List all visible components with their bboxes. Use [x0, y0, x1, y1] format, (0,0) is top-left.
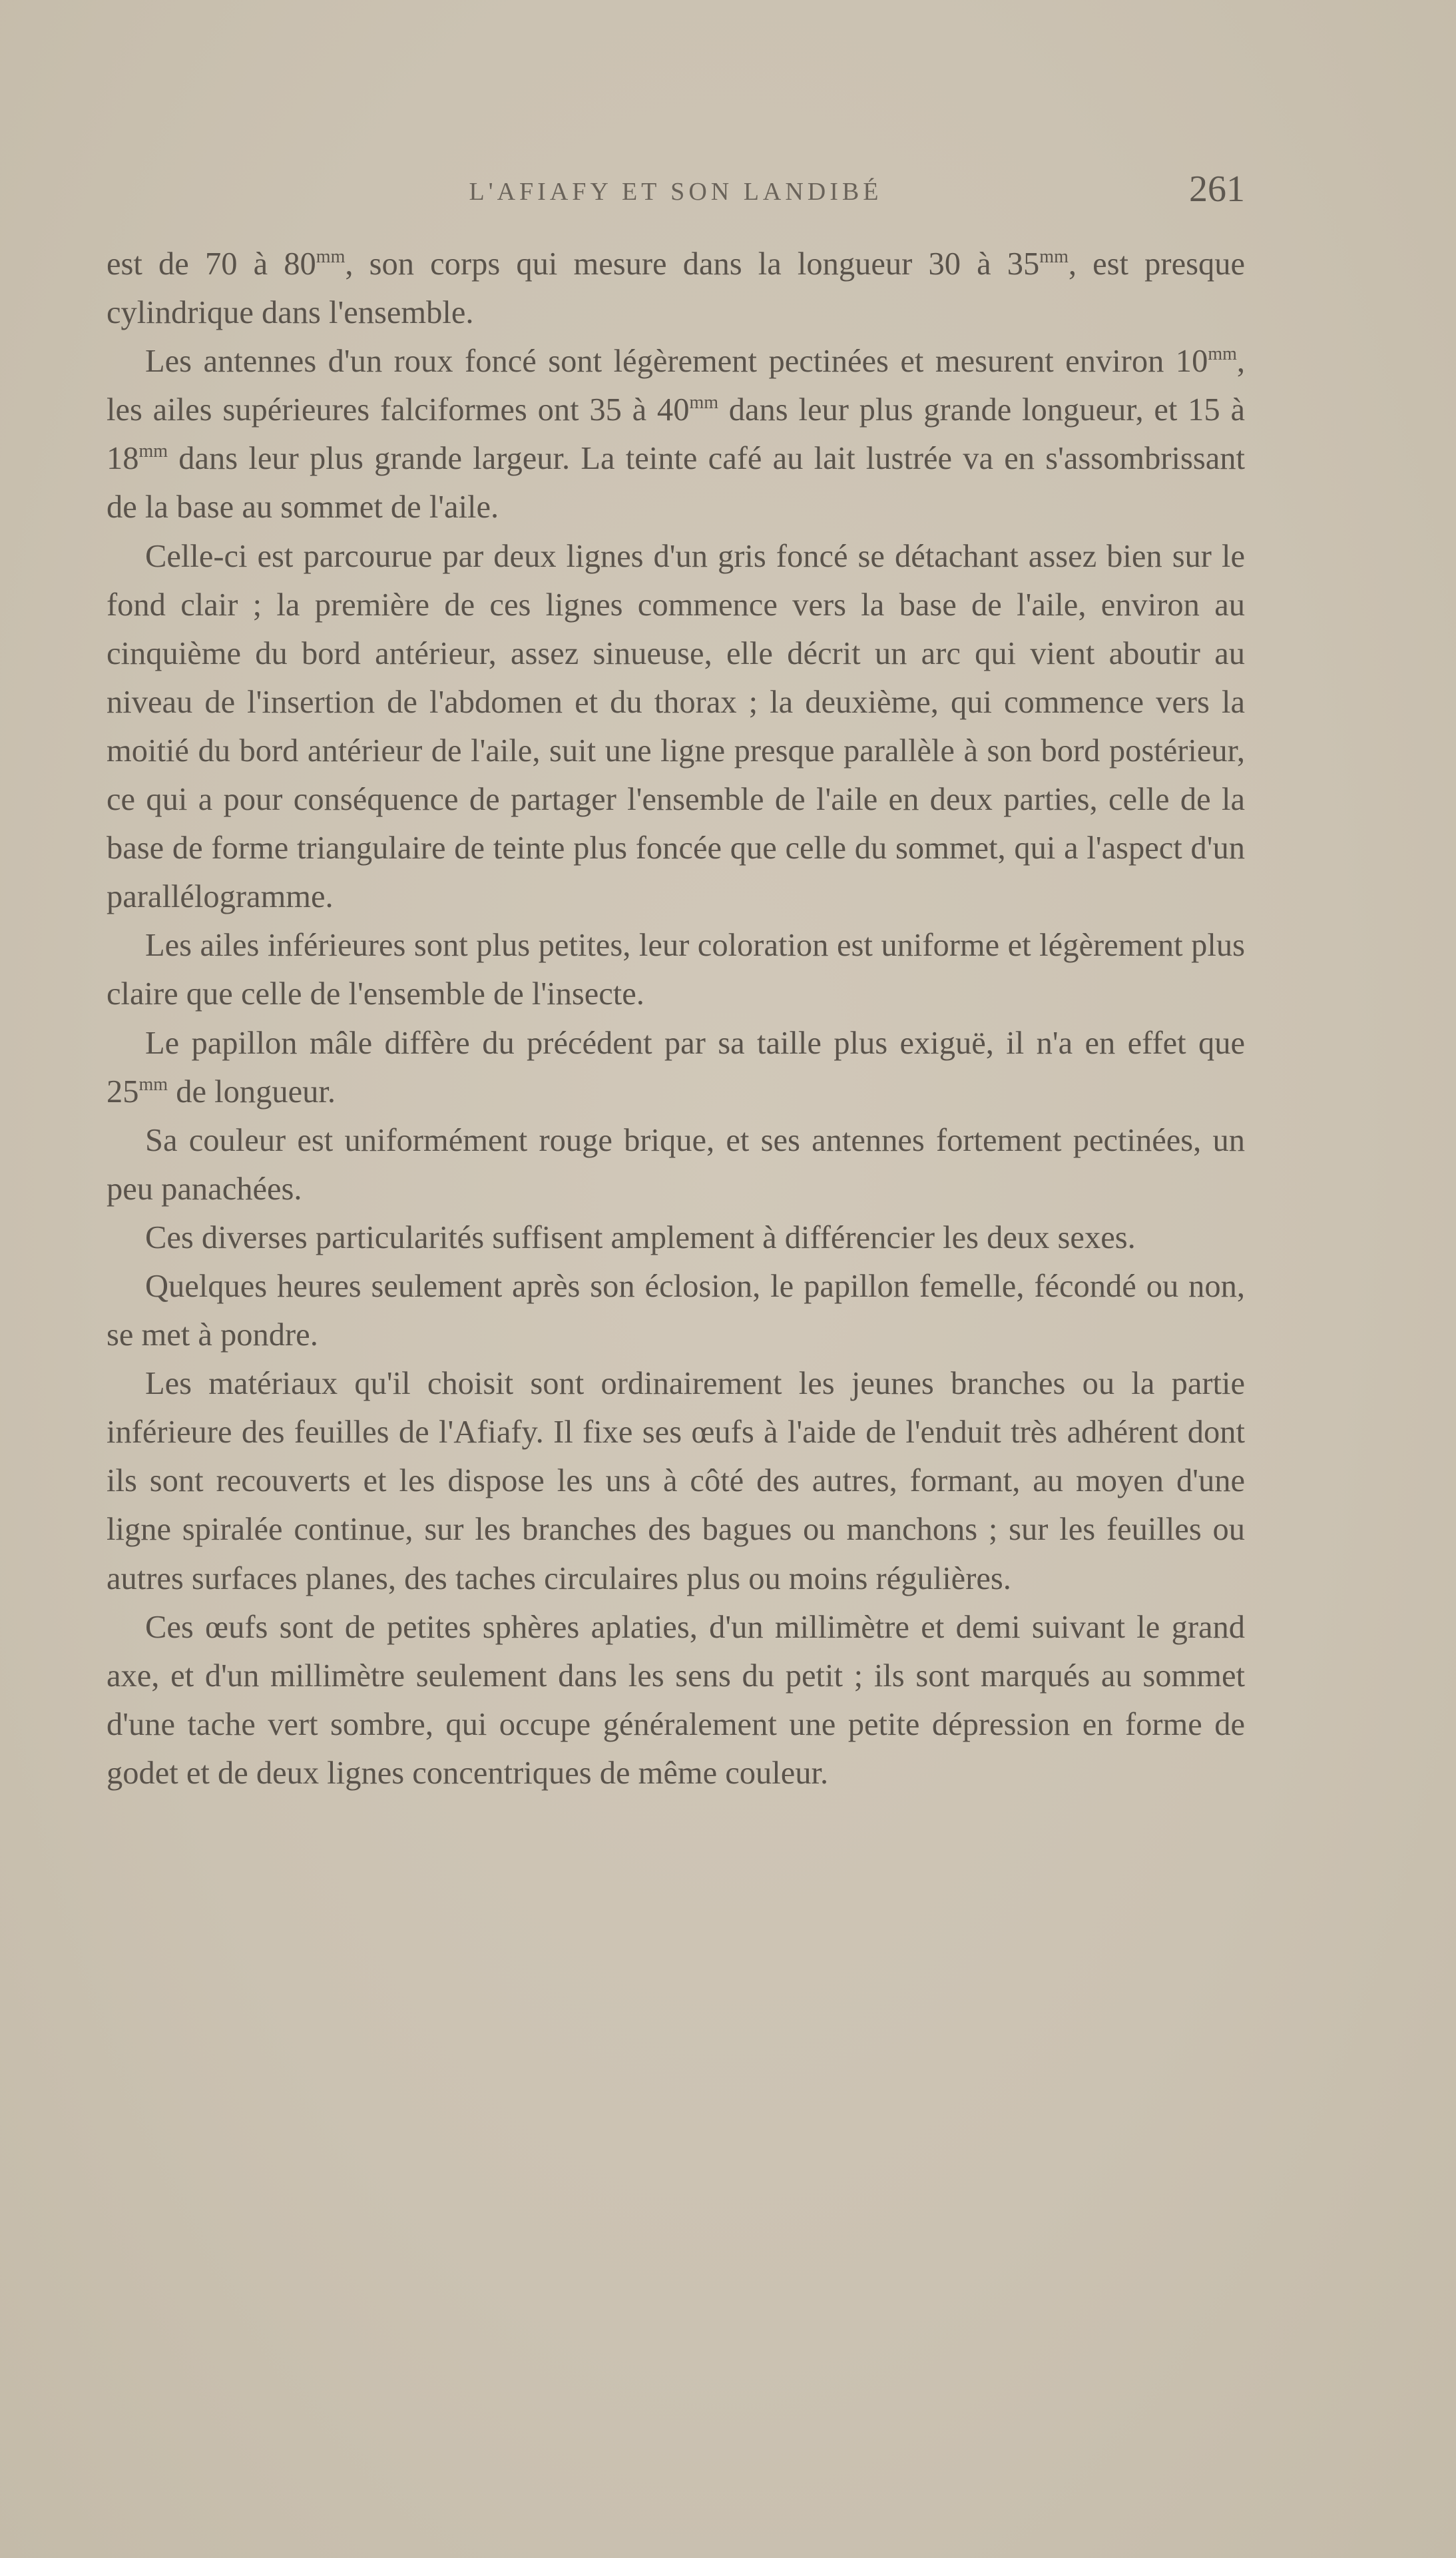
- paragraph-5: Le papillon mâle diffère du précédent par sa taille plus exiguë, il n'a en effet que $25^{mm}$ de longueur.: [107, 1025, 1245, 1110]
- paragraph-3: Celle-ci est parcourue par deux lignes d'un gris foncé se détachant assez bien sur le fond clair ; la première de ces lignes commence vers la base de l'aile, environ au cinquième du bord antérieur, assez sinueuse, elle décrit un arc qui vient aboutir au niveau de l'insertion de l'abdomen et du thorax ; la deuxième, qui commence vers la moitié du bord antérieur de l'aile, suit une ligne presque parallèle à son bord postérieur, ce qui a pour conséquence de partager l'ensemble de l'aile en deux parties, celle de la base de forme triangulaire de teinte plus foncée que celle du sommet, qui a l'aspect d'un parallélogramme.: [107, 538, 1245, 915]
- paragraph-7: Ces diverses particularités suffisent amplement à différencier les deux sexes.: [145, 1219, 1136, 1255]
- paragraph-6: Sa couleur est uniformément rouge brique, et ses antennes fortement pectinées, un peu panachées.: [107, 1122, 1245, 1207]
- paragraph-4: Les ailes inférieures sont plus petites, leur coloration est uniforme et légèrement plus claire que celle de l'ensemble de l'insecte.: [107, 928, 1245, 1012]
- page-number: 261: [1189, 168, 1245, 210]
- paragraph-2: Les antennes d'un roux foncé sont légèrement pectinées et mesurent environ $10^{mm}$, les ailes supérieures falciformes ont 35 à $40^{mm}$ dans leur plus grande longueur, et 15 à $18^{mm}$ dans leur plus grande largeur. La teinte café au lait lustrée va en s'assombrissant de la base au sommet de l'aile.: [107, 344, 1245, 525]
- running-title: L'AFIAFY ET SON LANDIBÉ: [469, 178, 883, 206]
- paragraph-8: Quelques heures seulement après son éclosion, le papillon femelle, fécondé ou non, se met à pondre.: [107, 1268, 1245, 1353]
- paragraph-1: est de 70 à $80^{mm}$, son corps qui mesure dans la longueur 30 à $35^{mm}$, est presque cylindrique dans l'ensemble.: [107, 246, 1245, 331]
- paragraph-10: Ces œufs sont de petites sphères aplaties, d'un millimètre et demi suivant le grand axe, et d'un millimètre seulement dans les sens du petit ; ils sont marqués au sommet d'une tache vert sombre, qui occupe généralement une petite dépression en forme de godet et de deux lignes concentriques de même couleur.: [107, 1609, 1245, 1791]
- paragraph-9: Les matériaux qu'il choisit sont ordinairement les jeunes branches ou la partie inférieure des feuilles de l'Afiafy. Il fixe ses œufs à l'aide de l'enduit très adhérent dont ils sont recouverts et les dispose les uns à côté des autres, formant, au moyen d'une ligne spiralée continue, sur les branches des bagues ou manchons ; sur les feuilles ou autres surfaces planes, des taches circulaires plus ou moins régulières.: [107, 1366, 1245, 1596]
- body-text: [107, 240, 1245, 1797]
- page-header: [107, 165, 1245, 218]
